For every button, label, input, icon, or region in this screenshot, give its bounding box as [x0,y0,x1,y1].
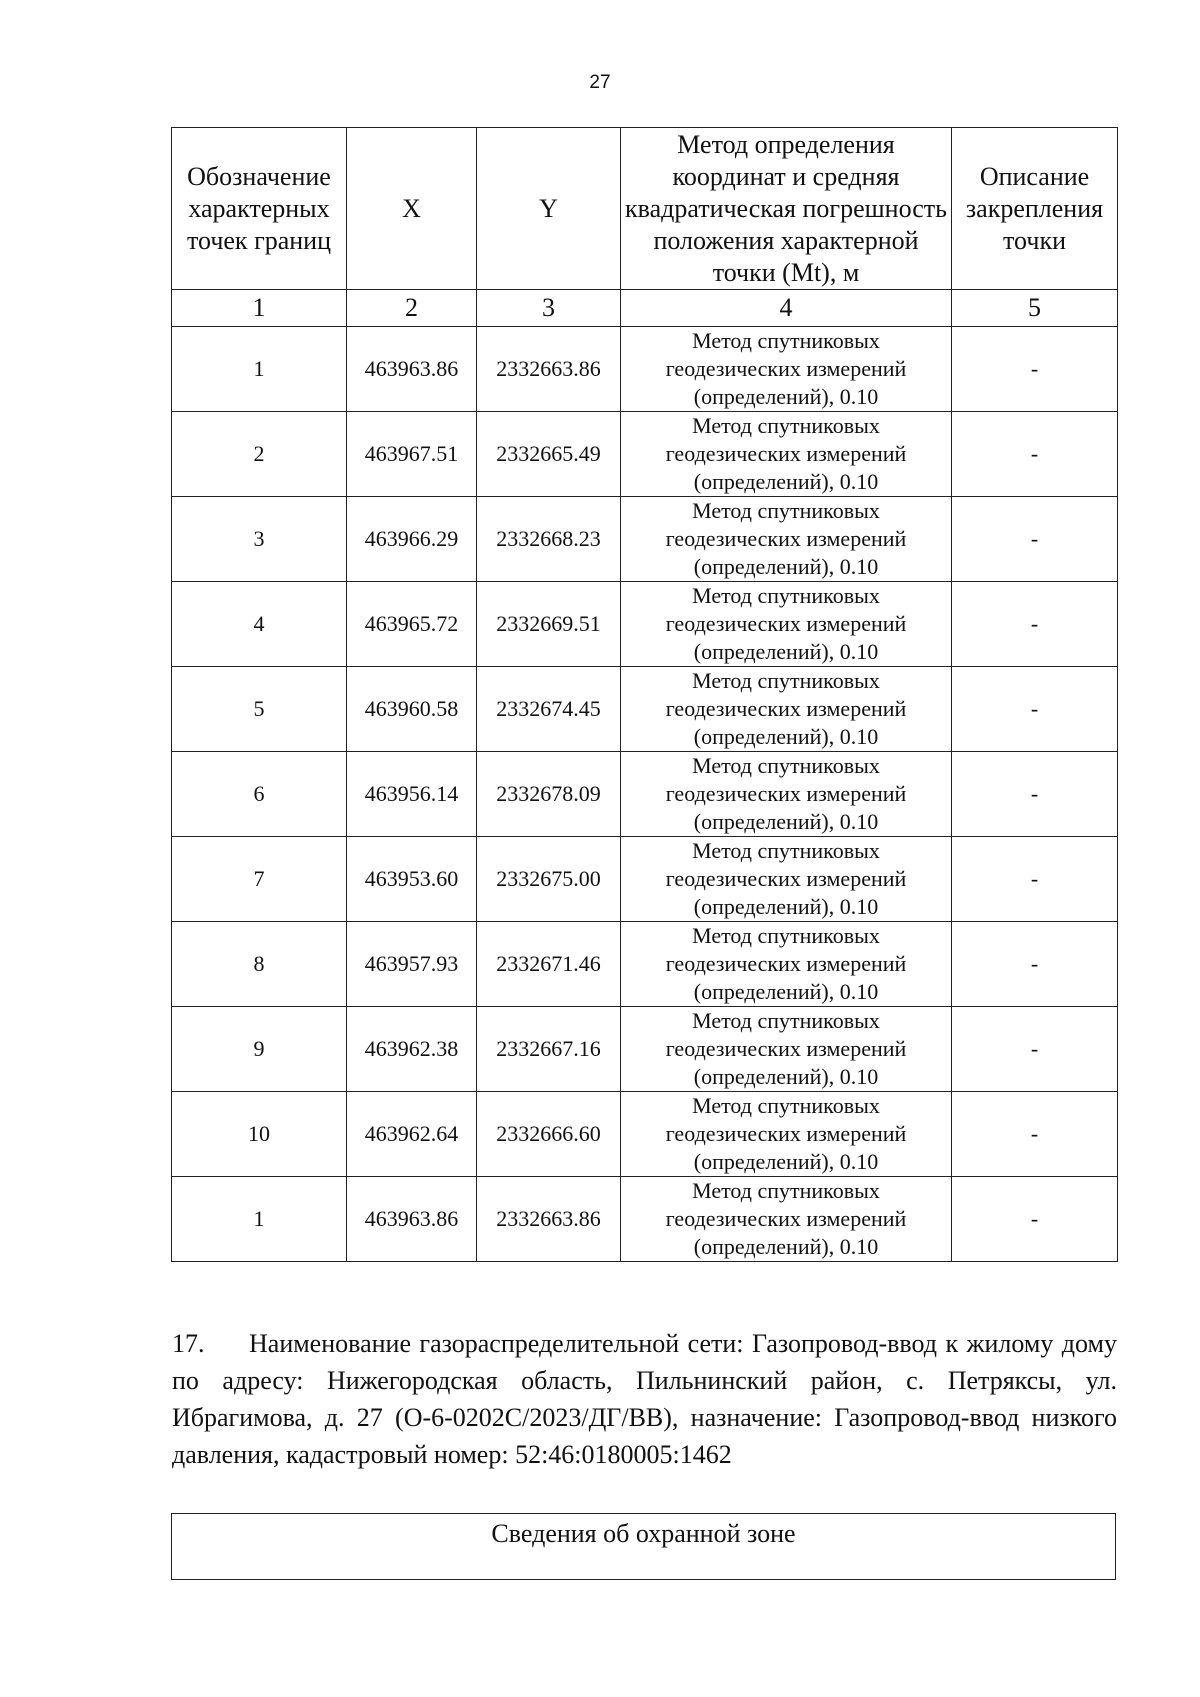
cell-method [621,1007,952,1092]
cell-y: 2332666.60 [477,1092,621,1177]
cell-method [621,922,952,1007]
header-x: X [347,128,477,290]
cell-method [621,1177,952,1262]
cell-description: - [952,1092,1118,1177]
cell-point: 9 [172,1007,347,1092]
cell-point: 7 [172,837,347,922]
method-line: (определений), 0.10 [693,1064,879,1089]
cell-point: 5 [172,667,347,752]
method-line: (определений), 0.10 [693,469,879,494]
protection-zone-title: Сведения об охранной зоне [491,1519,796,1548]
cell-description: - [952,1177,1118,1262]
cell-point: 6 [172,752,347,837]
method-line: Метод спутниковых [692,1093,880,1118]
method-line: (определений), 0.10 [693,809,879,834]
header-method: Метод определения координат и средняя квадратическая погрешность положения характерной точки (Mt), м [621,128,952,290]
column-number: 3 [477,290,621,327]
column-number: 1 [172,290,347,327]
method-line: Метод спутниковых [692,583,880,608]
cell-point: 1 [172,1177,347,1262]
column-number: 5 [952,290,1118,327]
method-line: геодезических измерений [665,356,907,381]
cell-point: 10 [172,1092,347,1177]
method-line: геодезических измерений [665,951,907,976]
method-line: Метод спутниковых [692,923,880,948]
cell-description: - [952,582,1118,667]
header-description: Описание закрепления точки [952,128,1118,290]
table-row [172,922,1118,1007]
table-row [172,752,1118,837]
cell-description: - [952,667,1118,752]
method-line: геодезических измерений [665,611,907,636]
table-row [172,497,1118,582]
method-line: (определений), 0.10 [693,639,879,664]
cell-y: 2332668.23 [477,497,621,582]
cell-y: 2332665.49 [477,412,621,497]
cell-point: 4 [172,582,347,667]
method-line: (определений), 0.10 [693,384,879,409]
cell-y: 2332671.46 [477,922,621,1007]
table-row [172,327,1118,412]
protection-zone-box [171,1513,1116,1580]
cell-y: 2332669.51 [477,582,621,667]
header-point: Обозначение характерных точек границ [172,128,347,290]
cell-method [621,327,952,412]
cell-y: 2332663.86 [477,327,621,412]
cell-description: - [952,922,1118,1007]
cell-method [621,582,952,667]
method-line: (определений), 0.10 [693,554,879,579]
cell-y: 2332667.16 [477,1007,621,1092]
table-header-row [172,128,1118,290]
page-number: 27 [589,72,611,93]
method-line: геодезических измерений [665,866,907,891]
cell-method [621,837,952,922]
table-row [172,1007,1118,1092]
column-number-row [172,290,1118,327]
cell-x: 463963.86 [347,1177,477,1262]
cell-x: 463953.60 [347,837,477,922]
cell-description: - [952,837,1118,922]
method-line: геодезических измерений [665,441,907,466]
cell-method [621,667,952,752]
table-row [172,582,1118,667]
table-row [172,837,1118,922]
cell-point: 8 [172,922,347,1007]
method-line: Метод спутниковых [692,1008,880,1033]
cell-x: 463962.64 [347,1092,477,1177]
cell-point: 1 [172,327,347,412]
method-line: геодезических измерений [665,1121,907,1146]
coordinates-table [171,127,1118,1262]
method-line: геодезических измерений [665,526,907,551]
method-line: (определений), 0.10 [693,1234,879,1259]
method-line: Метод спутниковых [692,498,880,523]
method-line: Метод спутниковых [692,413,880,438]
cell-description: - [952,1007,1118,1092]
method-line: (определений), 0.10 [693,979,879,1004]
cell-point: 2 [172,412,347,497]
section-text: Наименование газораспределительной сети: Газопровод-ввод к жилому дому по адресу: Нижегородская область, Пильнинский район, с. Петряксы, ул. Ибрагимова, д. 27 (О-6-0202С/2023/ДГ/ВВ), назначение: Газопровод-ввод низкого давления, кадастровый номер: 52:46:0180005:1462 [172,1329,1117,1469]
cell-description: - [952,412,1118,497]
table-row [172,1177,1118,1262]
cell-method [621,752,952,837]
cell-y: 2332674.45 [477,667,621,752]
cell-x: 463957.93 [347,922,477,1007]
section-paragraph [172,1325,1117,1473]
cell-x: 463965.72 [347,582,477,667]
cell-method [621,497,952,582]
method-line: геодезических измерений [665,781,907,806]
cell-x: 463963.86 [347,327,477,412]
cell-description: - [952,752,1118,837]
method-line: Метод спутниковых [692,668,880,693]
table-body [172,327,1118,1262]
method-line: Метод спутниковых [692,1178,880,1203]
cell-description: - [952,497,1118,582]
table-row [172,412,1118,497]
cell-y: 2332678.09 [477,752,621,837]
method-line: Метод спутниковых [692,328,880,353]
cell-point: 3 [172,497,347,582]
method-line: геодезических измерений [665,1206,907,1231]
cell-method [621,1092,952,1177]
table-row [172,1092,1118,1177]
cell-description: - [952,327,1118,412]
method-line: (определений), 0.10 [693,1149,879,1174]
method-line: геодезических измерений [665,696,907,721]
cell-x: 463967.51 [347,412,477,497]
cell-method [621,412,952,497]
table-row [172,667,1118,752]
header-y: Y [477,128,621,290]
section-number: 17. [172,1329,205,1358]
cell-x: 463960.58 [347,667,477,752]
cell-y: 2332675.00 [477,837,621,922]
method-line: (определений), 0.10 [693,894,879,919]
method-line: (определений), 0.10 [693,724,879,749]
method-line: Метод спутниковых [692,838,880,863]
method-line: геодезических измерений [665,1036,907,1061]
method-line: Метод спутниковых [692,753,880,778]
cell-x: 463962.38 [347,1007,477,1092]
column-number: 4 [621,290,952,327]
cell-x: 463956.14 [347,752,477,837]
cell-x: 463966.29 [347,497,477,582]
cell-y: 2332663.86 [477,1177,621,1262]
column-number: 2 [347,290,477,327]
